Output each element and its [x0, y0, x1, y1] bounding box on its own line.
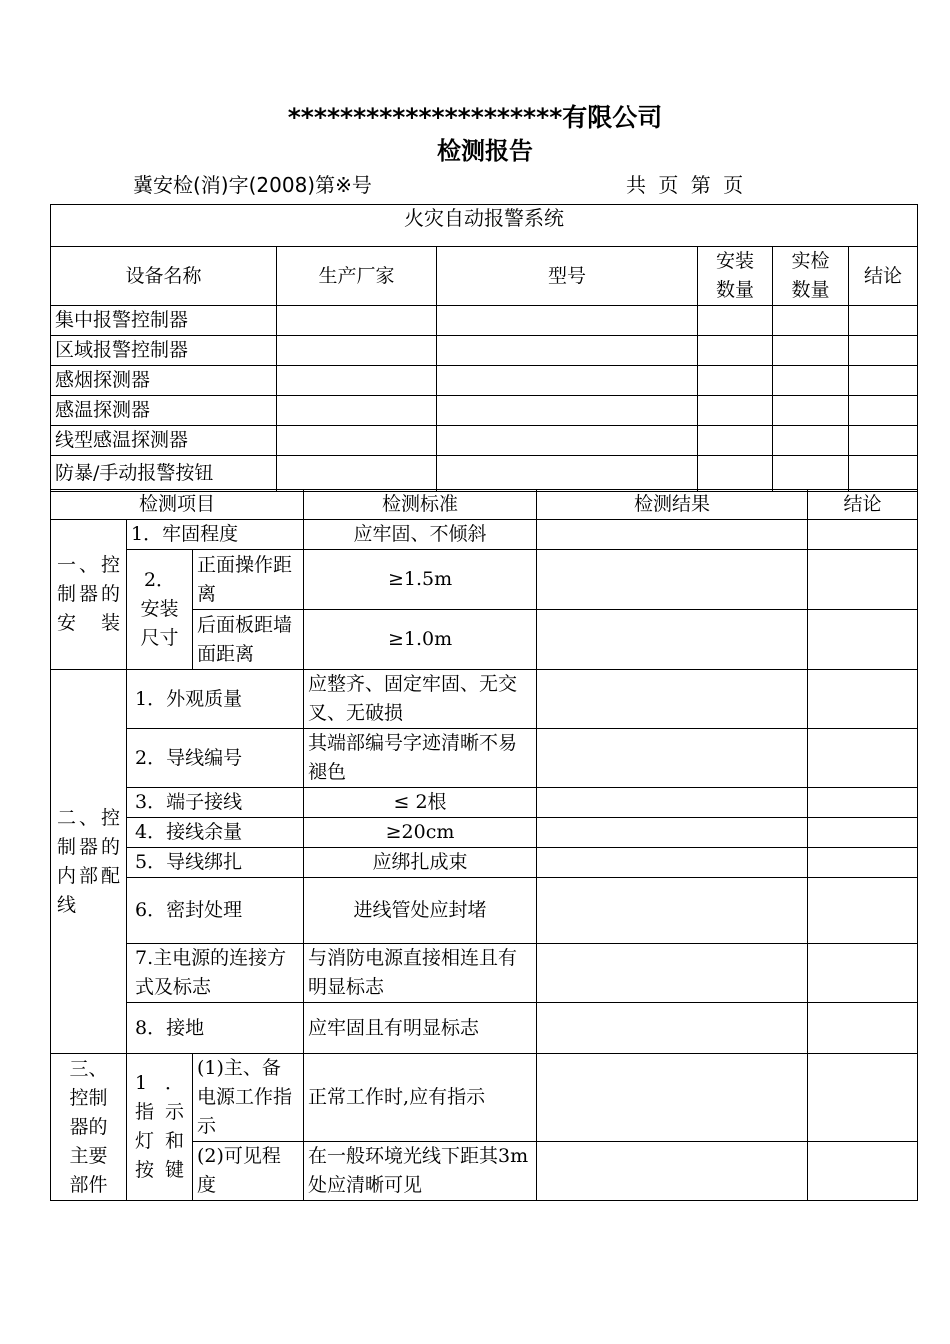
conclusion-cell[interactable]	[808, 550, 918, 610]
sub-item-label: (2)可见程度	[193, 1142, 304, 1201]
standard-cell: 正常工作时,应有指示	[304, 1054, 537, 1142]
conclusion-cell[interactable]	[808, 729, 918, 788]
standard-cell: ≤ 2根	[304, 788, 537, 818]
item-label: 4．接线余量	[127, 818, 304, 848]
checked-qty-cell[interactable]	[773, 426, 849, 456]
item-label: 2．安装尺寸	[127, 550, 193, 670]
checked-qty-cell[interactable]	[773, 456, 849, 492]
equipment-name: 集中报警控制器	[51, 306, 277, 336]
conclusion-cell[interactable]	[808, 848, 918, 878]
installed-qty-cell[interactable]	[698, 426, 773, 456]
standard-cell: 应牢固、不倾斜	[304, 520, 537, 550]
checked-qty-cell[interactable]	[773, 336, 849, 366]
model-cell[interactable]	[437, 396, 698, 426]
result-cell[interactable]	[537, 1003, 808, 1054]
column-header: 生产厂家	[277, 247, 437, 306]
installed-qty-cell[interactable]	[698, 336, 773, 366]
installed-qty-cell[interactable]	[698, 396, 773, 426]
sub-item-label: 正面操作距离	[193, 550, 304, 610]
equipment-name: 线型感温探测器	[51, 426, 277, 456]
result-cell[interactable]	[537, 1054, 808, 1142]
column-header: 安装数量	[698, 247, 773, 306]
manufacturer-cell[interactable]	[277, 396, 437, 426]
equipment-name: 感烟探测器	[51, 366, 277, 396]
item-label: 5．导线绑扎	[127, 848, 304, 878]
result-cell[interactable]	[537, 520, 808, 550]
result-cell[interactable]	[537, 848, 808, 878]
section-title: 二、控制器的内部配线	[51, 670, 127, 1054]
item-label: 1．外观质量	[127, 670, 304, 729]
checked-qty-cell[interactable]	[773, 366, 849, 396]
model-cell[interactable]	[437, 426, 698, 456]
page-info: 共 页 第 页	[626, 173, 744, 197]
conclusion-cell[interactable]	[849, 366, 918, 396]
inspection-table	[50, 489, 918, 1201]
conclusion-cell[interactable]	[849, 456, 918, 492]
result-cell[interactable]	[537, 818, 808, 848]
column-header: 检测结果	[537, 490, 808, 520]
section-title: 火灾自动报警系统	[51, 205, 918, 247]
result-cell[interactable]	[537, 729, 808, 788]
item-label: 6．密封处理	[127, 878, 304, 944]
model-cell[interactable]	[437, 336, 698, 366]
column-header: 型号	[437, 247, 698, 306]
conclusion-cell[interactable]	[849, 426, 918, 456]
checked-qty-cell[interactable]	[773, 396, 849, 426]
report-title: 检测报告	[437, 137, 533, 165]
equipment-table	[50, 204, 918, 492]
column-header: 结论	[849, 247, 918, 306]
column-header: 检测项目	[51, 490, 304, 520]
conclusion-cell[interactable]	[808, 818, 918, 848]
sub-item-label: 后面板距墙面距离	[193, 610, 304, 670]
item-label: 8．接地	[127, 1003, 304, 1054]
item-label: 2．导线编号	[127, 729, 304, 788]
equipment-name: 区域报警控制器	[51, 336, 277, 366]
result-cell[interactable]	[537, 670, 808, 729]
company-name: *********************有限公司	[287, 103, 663, 132]
conclusion-cell[interactable]	[808, 1003, 918, 1054]
equipment-name: 感温探测器	[51, 396, 277, 426]
conclusion-cell[interactable]	[808, 670, 918, 729]
standard-cell: 其端部编号字迹清晰不易褪色	[304, 729, 537, 788]
section-title: 三、控制器的主要部件	[51, 1054, 127, 1201]
standard-cell: 应牢固且有明显标志	[304, 1003, 537, 1054]
column-header: 实检数量	[773, 247, 849, 306]
conclusion-cell[interactable]	[849, 396, 918, 426]
conclusion-cell[interactable]	[808, 944, 918, 1003]
standard-cell: 应整齐、固定牢固、无交叉、无破损	[304, 670, 537, 729]
result-cell[interactable]	[537, 878, 808, 944]
checked-qty-cell[interactable]	[773, 306, 849, 336]
conclusion-cell[interactable]	[849, 306, 918, 336]
conclusion-cell[interactable]	[808, 520, 918, 550]
manufacturer-cell[interactable]	[277, 426, 437, 456]
conclusion-cell[interactable]	[808, 878, 918, 944]
column-header: 设备名称	[51, 247, 277, 306]
model-cell[interactable]	[437, 366, 698, 396]
column-header: 结论	[808, 490, 918, 520]
model-cell[interactable]	[437, 306, 698, 336]
result-cell[interactable]	[537, 1142, 808, 1201]
item-label: 3．端子接线	[127, 788, 304, 818]
conclusion-cell[interactable]	[849, 336, 918, 366]
standard-cell: ≥1.5m	[304, 550, 537, 610]
conclusion-cell[interactable]	[808, 1054, 918, 1142]
standard-cell: 进线管处应封堵	[304, 878, 537, 944]
manufacturer-cell[interactable]	[277, 306, 437, 336]
manufacturer-cell[interactable]	[277, 456, 437, 492]
column-header: 检测标准	[304, 490, 537, 520]
conclusion-cell[interactable]	[808, 1142, 918, 1201]
item-label: 1．指示灯和按键	[127, 1054, 193, 1201]
result-cell[interactable]	[537, 550, 808, 610]
equipment-name: 防暴/手动报警按钮	[51, 456, 277, 492]
manufacturer-cell[interactable]	[277, 366, 437, 396]
manufacturer-cell[interactable]	[277, 336, 437, 366]
standard-cell: 与消防电源直接相连且有明显标志	[304, 944, 537, 1003]
model-cell[interactable]	[437, 456, 698, 492]
result-cell[interactable]	[537, 610, 808, 670]
installed-qty-cell[interactable]	[698, 456, 773, 492]
result-cell[interactable]	[537, 788, 808, 818]
conclusion-cell[interactable]	[808, 610, 918, 670]
standard-cell: 应绑扎成束	[304, 848, 537, 878]
item-label: 1．牢固程度	[127, 520, 304, 550]
section-title: 一、控制器的安装	[51, 520, 127, 670]
standard-cell: ≥20cm	[304, 818, 537, 848]
conclusion-cell[interactable]	[808, 788, 918, 818]
item-label: 7.主电源的连接方式及标志	[127, 944, 304, 1003]
document-number: 冀安检(消)字(2008)第※号	[133, 173, 372, 197]
result-cell[interactable]	[537, 944, 808, 1003]
installed-qty-cell[interactable]	[698, 366, 773, 396]
standard-cell: ≥1.0m	[304, 610, 537, 670]
standard-cell: 在一般环境光线下距其3m处应清晰可见	[304, 1142, 537, 1201]
sub-item-label: (1)主、备电源工作指示	[193, 1054, 304, 1142]
installed-qty-cell[interactable]	[698, 306, 773, 336]
